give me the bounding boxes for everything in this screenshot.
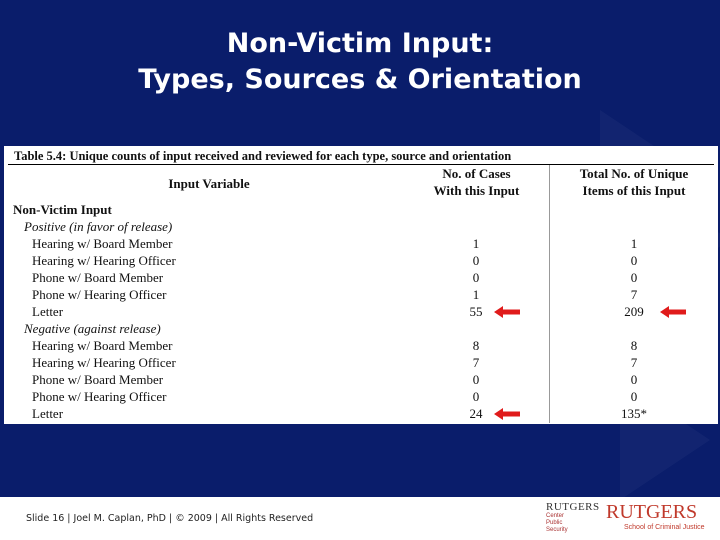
slide-footer <box>0 497 720 540</box>
header-items-line-1: Total No. of Unique <box>579 166 689 181</box>
row-items: 7 <box>630 355 638 370</box>
table-row <box>4 303 718 320</box>
row-cases: 24 <box>469 406 483 421</box>
section-label-positive: Positive (in favor of release) <box>24 219 173 234</box>
row-cases: 0 <box>472 253 480 268</box>
logo-left-line-3: Security <box>546 527 568 533</box>
table-row <box>4 252 718 269</box>
table-row <box>4 337 718 354</box>
left-arrow-icon <box>494 408 520 420</box>
arrow-shape <box>494 306 520 318</box>
header-items-line-2: Items of this Input <box>582 183 686 198</box>
table-row <box>4 235 718 252</box>
rutgers-criminal-justice-logo <box>606 501 706 537</box>
row-label: Phone w/ Board Member <box>32 372 164 387</box>
row-label: Phone w/ Hearing Officer <box>32 389 167 404</box>
row-items: 209 <box>624 304 644 319</box>
row-items: 0 <box>630 372 638 387</box>
header-input-variable: Input Variable <box>168 176 250 191</box>
table-caption: Table 5.4: Unique counts of input received and reviewed for each type, source and orientation <box>14 149 512 163</box>
row-label: Phone w/ Board Member <box>32 270 164 285</box>
row-items: 7 <box>630 287 638 302</box>
footer-credit: Slide 16 | Joel M. Caplan, PhD | © 2009 | All Rights Reserved <box>26 513 314 524</box>
row-label: Letter <box>32 304 64 319</box>
row-items: 135* <box>621 406 647 421</box>
row-cases: 8 <box>472 338 480 353</box>
section-header-row <box>4 320 718 337</box>
table-row <box>4 354 718 371</box>
row-cases: 1 <box>472 287 480 302</box>
row-cases: 1 <box>472 236 480 251</box>
section-label-negative: Negative (against release) <box>24 321 161 336</box>
arrow-shape <box>494 408 520 420</box>
row-label: Hearing w/ Hearing Officer <box>32 355 176 370</box>
header-cases-line-2: With this Input <box>433 183 520 198</box>
row-items: 0 <box>630 389 638 404</box>
row-items: 1 <box>630 236 638 251</box>
data-table <box>4 146 718 424</box>
section-header-row <box>4 218 718 235</box>
row-label: Hearing w/ Board Member <box>32 236 173 251</box>
center-public-security-logo <box>546 501 598 537</box>
row-cases: 7 <box>472 355 480 370</box>
table-row <box>4 388 718 405</box>
row-items: 0 <box>630 253 638 268</box>
row-items: 0 <box>630 270 638 285</box>
header-cases-line-1: No. of Cases <box>442 166 511 181</box>
row-label: Hearing w/ Hearing Officer <box>32 253 176 268</box>
title-line-2: Types, Sources & Orientation <box>138 64 582 95</box>
logo-right-name: RUTGERS <box>606 501 698 523</box>
header-items <box>564 165 704 199</box>
row-cases: 0 <box>472 270 480 285</box>
logo-left-line-2: Public <box>546 520 563 526</box>
slide-title <box>0 26 720 98</box>
left-arrow-icon <box>660 306 686 318</box>
table-row <box>4 269 718 286</box>
row-label: Phone w/ Hearing Officer <box>32 287 167 302</box>
row-items: 8 <box>630 338 638 353</box>
table-row <box>4 286 718 303</box>
row-label: Hearing w/ Board Member <box>32 338 173 353</box>
logo-right-sub: School of Criminal Justice <box>624 524 705 531</box>
logo-left-line-1: Center <box>546 513 565 519</box>
row-cases: 0 <box>472 372 480 387</box>
row-cases: 55 <box>469 304 483 319</box>
row-cases: 0 <box>472 389 480 404</box>
table-row <box>4 405 718 422</box>
title-line-1: Non-Victim Input: <box>226 28 494 59</box>
group-row <box>4 201 718 218</box>
header-cases <box>419 165 534 199</box>
table-row <box>4 371 718 388</box>
logo-left-name: RUTGERS <box>546 501 600 513</box>
left-arrow-icon <box>494 306 520 318</box>
row-label: Letter <box>32 406 64 421</box>
arrow-shape <box>660 306 686 318</box>
group-label: Non-Victim Input <box>13 202 112 217</box>
